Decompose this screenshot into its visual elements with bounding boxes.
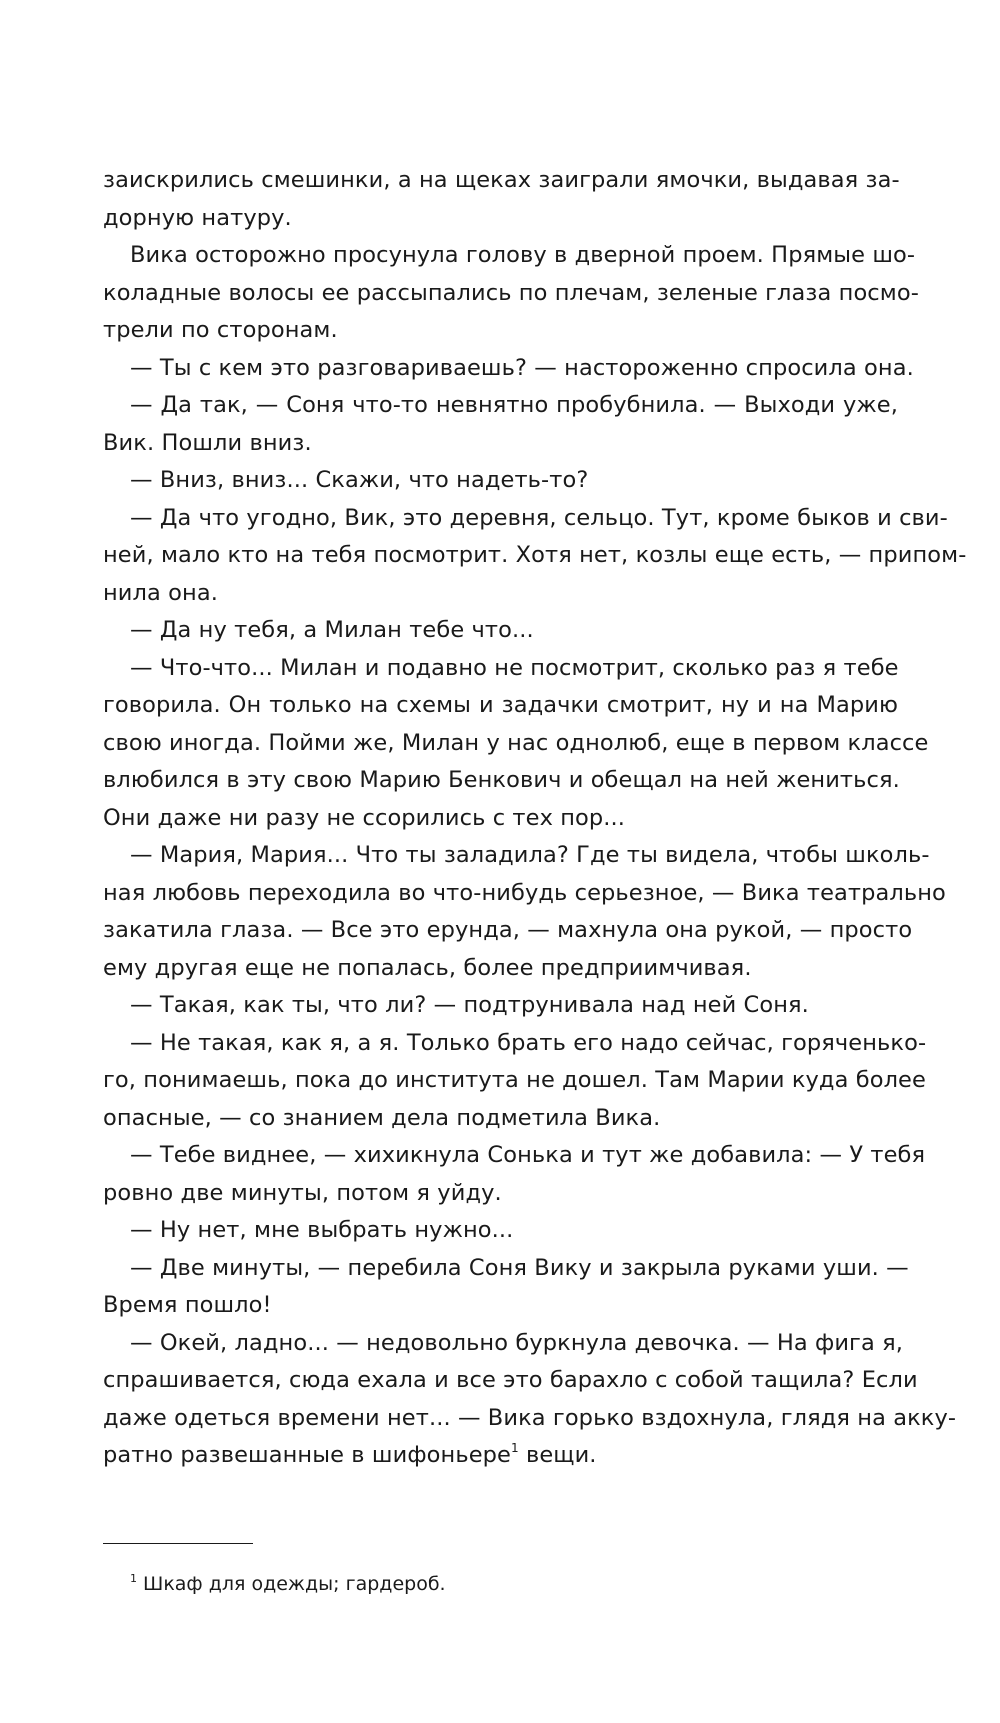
text-line: — Ты с кем это разговариваешь? — настороженно спросила она. <box>130 354 914 381</box>
text-line: — Не такая, как я, а я. Только брать его надо сейчас, горяченько- <box>130 1029 927 1056</box>
footnote-marker: 1 <box>130 1572 137 1585</box>
text-line: — Окей, ладно... — недовольно буркнула девочка. — На фига я, <box>130 1329 903 1356</box>
text-line-final-start: ратно развешанные в шифоньере <box>103 1442 511 1468</box>
text-line: опасные, — со знанием дела подметила Вика. <box>103 1104 661 1131</box>
text-line: дорную натуру. <box>103 204 292 231</box>
text-line: ровно две минуты, потом я уйду. <box>103 1179 502 1206</box>
text-line: даже одеться времени нет... — Вика горько вздохнула, глядя на акку- <box>103 1404 957 1431</box>
text-line: трели по сторонам. <box>103 317 338 343</box>
text-line: — Такая, как ты, что ли? — подтрунивала над ней Соня. <box>130 992 809 1018</box>
text-line: — Да что угодно, Вик, это деревня, сельцо. Тут, кроме быков и сви- <box>130 504 948 531</box>
footnote-divider <box>103 1543 253 1544</box>
text-line: Вик. Пошли вниз. <box>103 429 312 456</box>
text-line: го, понимаешь, пока до института не дошел. Там Марии куда более <box>103 1067 926 1093</box>
text-line: ему другая еще не попалась, более предприимчивая. <box>103 954 752 981</box>
body-text <box>103 162 967 1475</box>
text-line: Время пошло! <box>103 1292 272 1318</box>
text-line-final <box>103 1437 898 1475</box>
text-line: ней, мало кто на тебя посмотрит. Хотя нет, козлы еще есть, — припом- <box>103 542 967 568</box>
text-line: — Две минуты, — перебила Соня Вику и закрыла руками уши. — <box>130 1254 909 1281</box>
text-line: свою иногда. Пойми же, Милан у нас однолюб, еще в первом классе <box>103 729 929 756</box>
text-line: — Да так, — Соня что-то невнятно пробубнила. — Выходи уже, <box>130 392 898 418</box>
text-line: заискрились смешинки, а на щеках заиграли ямочки, выдавая за- <box>103 167 900 193</box>
text-line: коладные волосы ее рассыпались по плечам, зеленые глаза посмо- <box>103 279 919 306</box>
text-line: Они даже ни разу не ссорились с тех пор... <box>103 804 626 831</box>
text-line: Вика осторожно просунула голову в дверной проем. Прямые шо- <box>130 242 916 268</box>
text-line: — Что-что... Милан и подавно не посмотрит, сколько раз я тебе <box>130 654 899 681</box>
text-line: говорила. Он только на схемы и задачки смотрит, ну и на Марию <box>103 692 898 718</box>
text-line: влюбился в эту свою Марию Бенкович и обещал на ней жениться. <box>103 767 900 793</box>
text-line: закатила глаза. — Все это ерунда, — махнула она рукой, — просто <box>103 917 913 943</box>
text-line: — Тебе виднее, — хихикнула Сонька и тут же добавила: — У тебя <box>130 1142 926 1168</box>
text-line-final-end: вещи. <box>525 1442 597 1468</box>
footnote <box>130 1570 446 1598</box>
footnote-text: Шкаф для одежды; гардероб. <box>143 1573 446 1595</box>
text-line: — Вниз, вниз... Скажи, что надеть-то? <box>130 467 589 493</box>
footnote-reference[interactable]: 1 <box>510 1441 519 1455</box>
text-line: спрашивается, сюда ехала и все это барахло с собой тащила? Если <box>103 1367 918 1393</box>
text-line: — Мария, Мария... Что ты заладила? Где ты видела, чтобы школь- <box>130 842 930 868</box>
text-line: ная любовь переходила во что-нибудь серьезное, — Вика театрально <box>103 879 946 906</box>
text-line: нила она. <box>103 579 218 606</box>
text-line: — Да ну тебя, а Милан тебе что... <box>130 617 534 643</box>
text-line: — Ну нет, мне выбрать нужно... <box>130 1217 514 1243</box>
